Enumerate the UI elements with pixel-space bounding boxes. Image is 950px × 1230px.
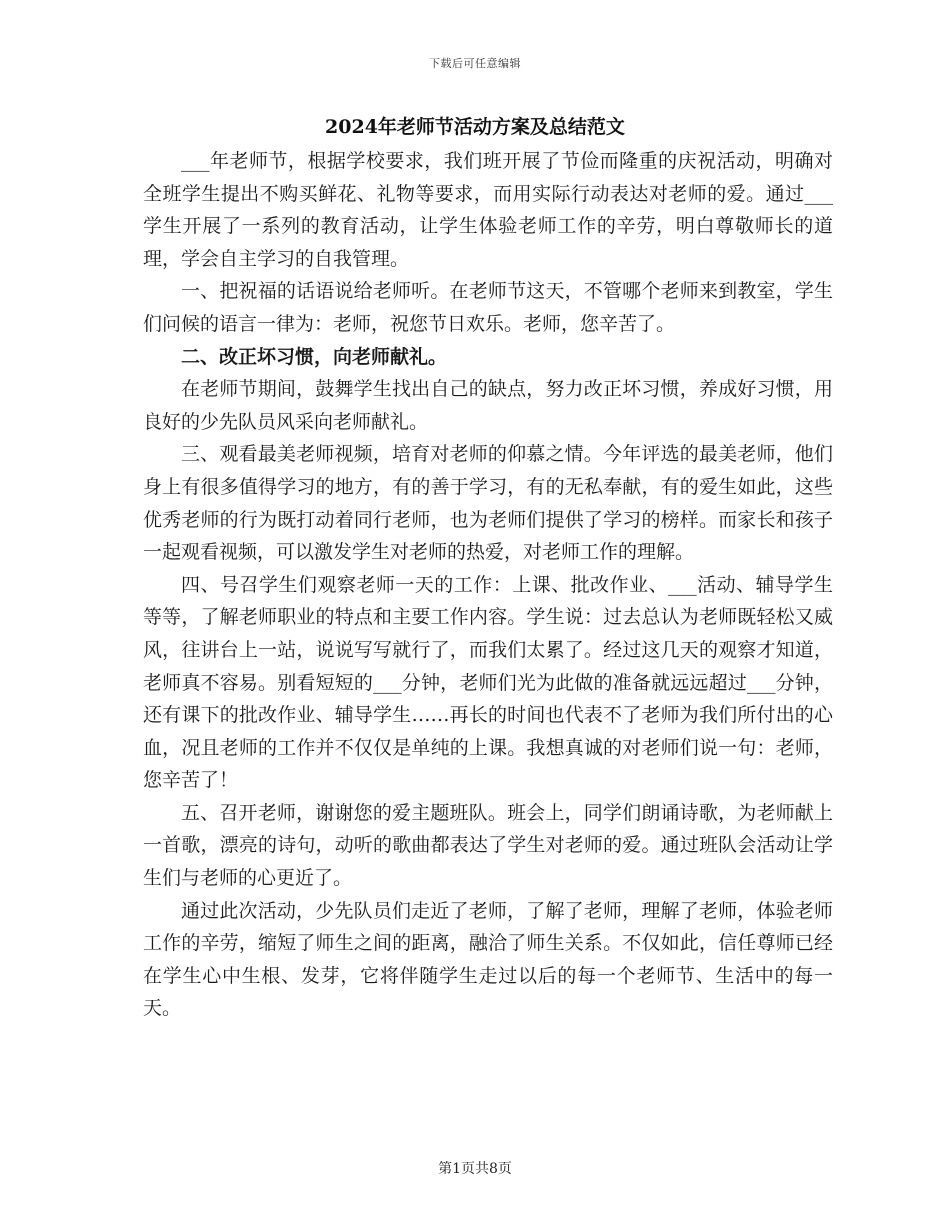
- paragraph-conclusion: 通过此次活动，少先队员们走近了老师，了解了老师，理解了老师，体验老师工作的辛劳，缩短了师生之间的距离，融洽了师生关系。不仅如此，信任尊师已经在学生心中生根、发芽，它将伴随学生走过以后的每一个老师节、生活中的每一天。: [143, 899, 833, 1020]
- section-heading-2: 二、改正坏习惯，向老师献礼。: [181, 345, 448, 368]
- paragraph-section-3: 三、观看最美老师视频，培育对老师的仰慕之情。今年评选的最美老师，他们身上有很多值得学习的地方，有的善于学习，有的无私奉献，有的爱生如此，这些优秀老师的行为既打动着同行老师，也为老师们提供了学习的榜样。而家长和孩子一起观看视频，可以激发学生对老师的热爱，对老师工作的理解。: [143, 443, 833, 564]
- paragraph-intro: ___年老师节，根据学校要求，我们班开展了节俭而隆重的庆祝活动，明确对全班学生提出不购买鲜花、礼物等要求，而用实际行动表达对老师的爱。通过___学生开展了一系列的教育活动，让学生体验老师工作的辛劳，明白尊敬师长的道理，学会自主学习的自我管理。: [143, 150, 833, 270]
- header-note: 下载后可任意编辑: [429, 57, 521, 70]
- document-title: 2024年老师节活动方案及总结范文: [325, 116, 625, 138]
- page-number: 第1页共8页: [438, 1161, 512, 1177]
- paragraph-section-2: 在老师节期间，鼓舞学生找出自己的缺点，努力改正坏习惯，养成好习惯，用良好的少先队员风采向老师献礼。: [143, 378, 833, 433]
- paragraph-section-5: 五、召开老师，谢谢您的爱主题班队。班会上，同学们朗诵诗歌，为老师献上一首歌，漂亮的诗句，动听的歌曲都表达了学生对老师的爱。通过班队会活动让学生们与老师的心更近了。: [143, 801, 833, 890]
- document-body: [143, 145, 833, 1025]
- paragraph-section-4: 四、号召学生们观察老师一天的工作：上课、批改作业、___活动、辅导学生等等，了解老师职业的特点和主要工作内容。学生说：过去总认为老师既轻松又威风，往讲台上一站，说说写写就行了，而我们太累了。经过这几天的观察才知道，老师真不容易。别看短短的___分钟，老师们光为此做的准备就远远超过___分钟，还有课下的批改作业、辅导学生……再长的时间也代表不了老师为我们所付出的心血，况且老师的工作并不仅仅是单纯的上课。我想真诚的对老师们说一句：老师，您辛苦了！: [143, 573, 833, 792]
- paragraph-section-1: 一、把祝福的话语说给老师听。在老师节这天，不管哪个老师来到教室，学生们问候的语言一律为：老师，祝您节日欢乐。老师，您辛苦了。: [143, 280, 833, 335]
